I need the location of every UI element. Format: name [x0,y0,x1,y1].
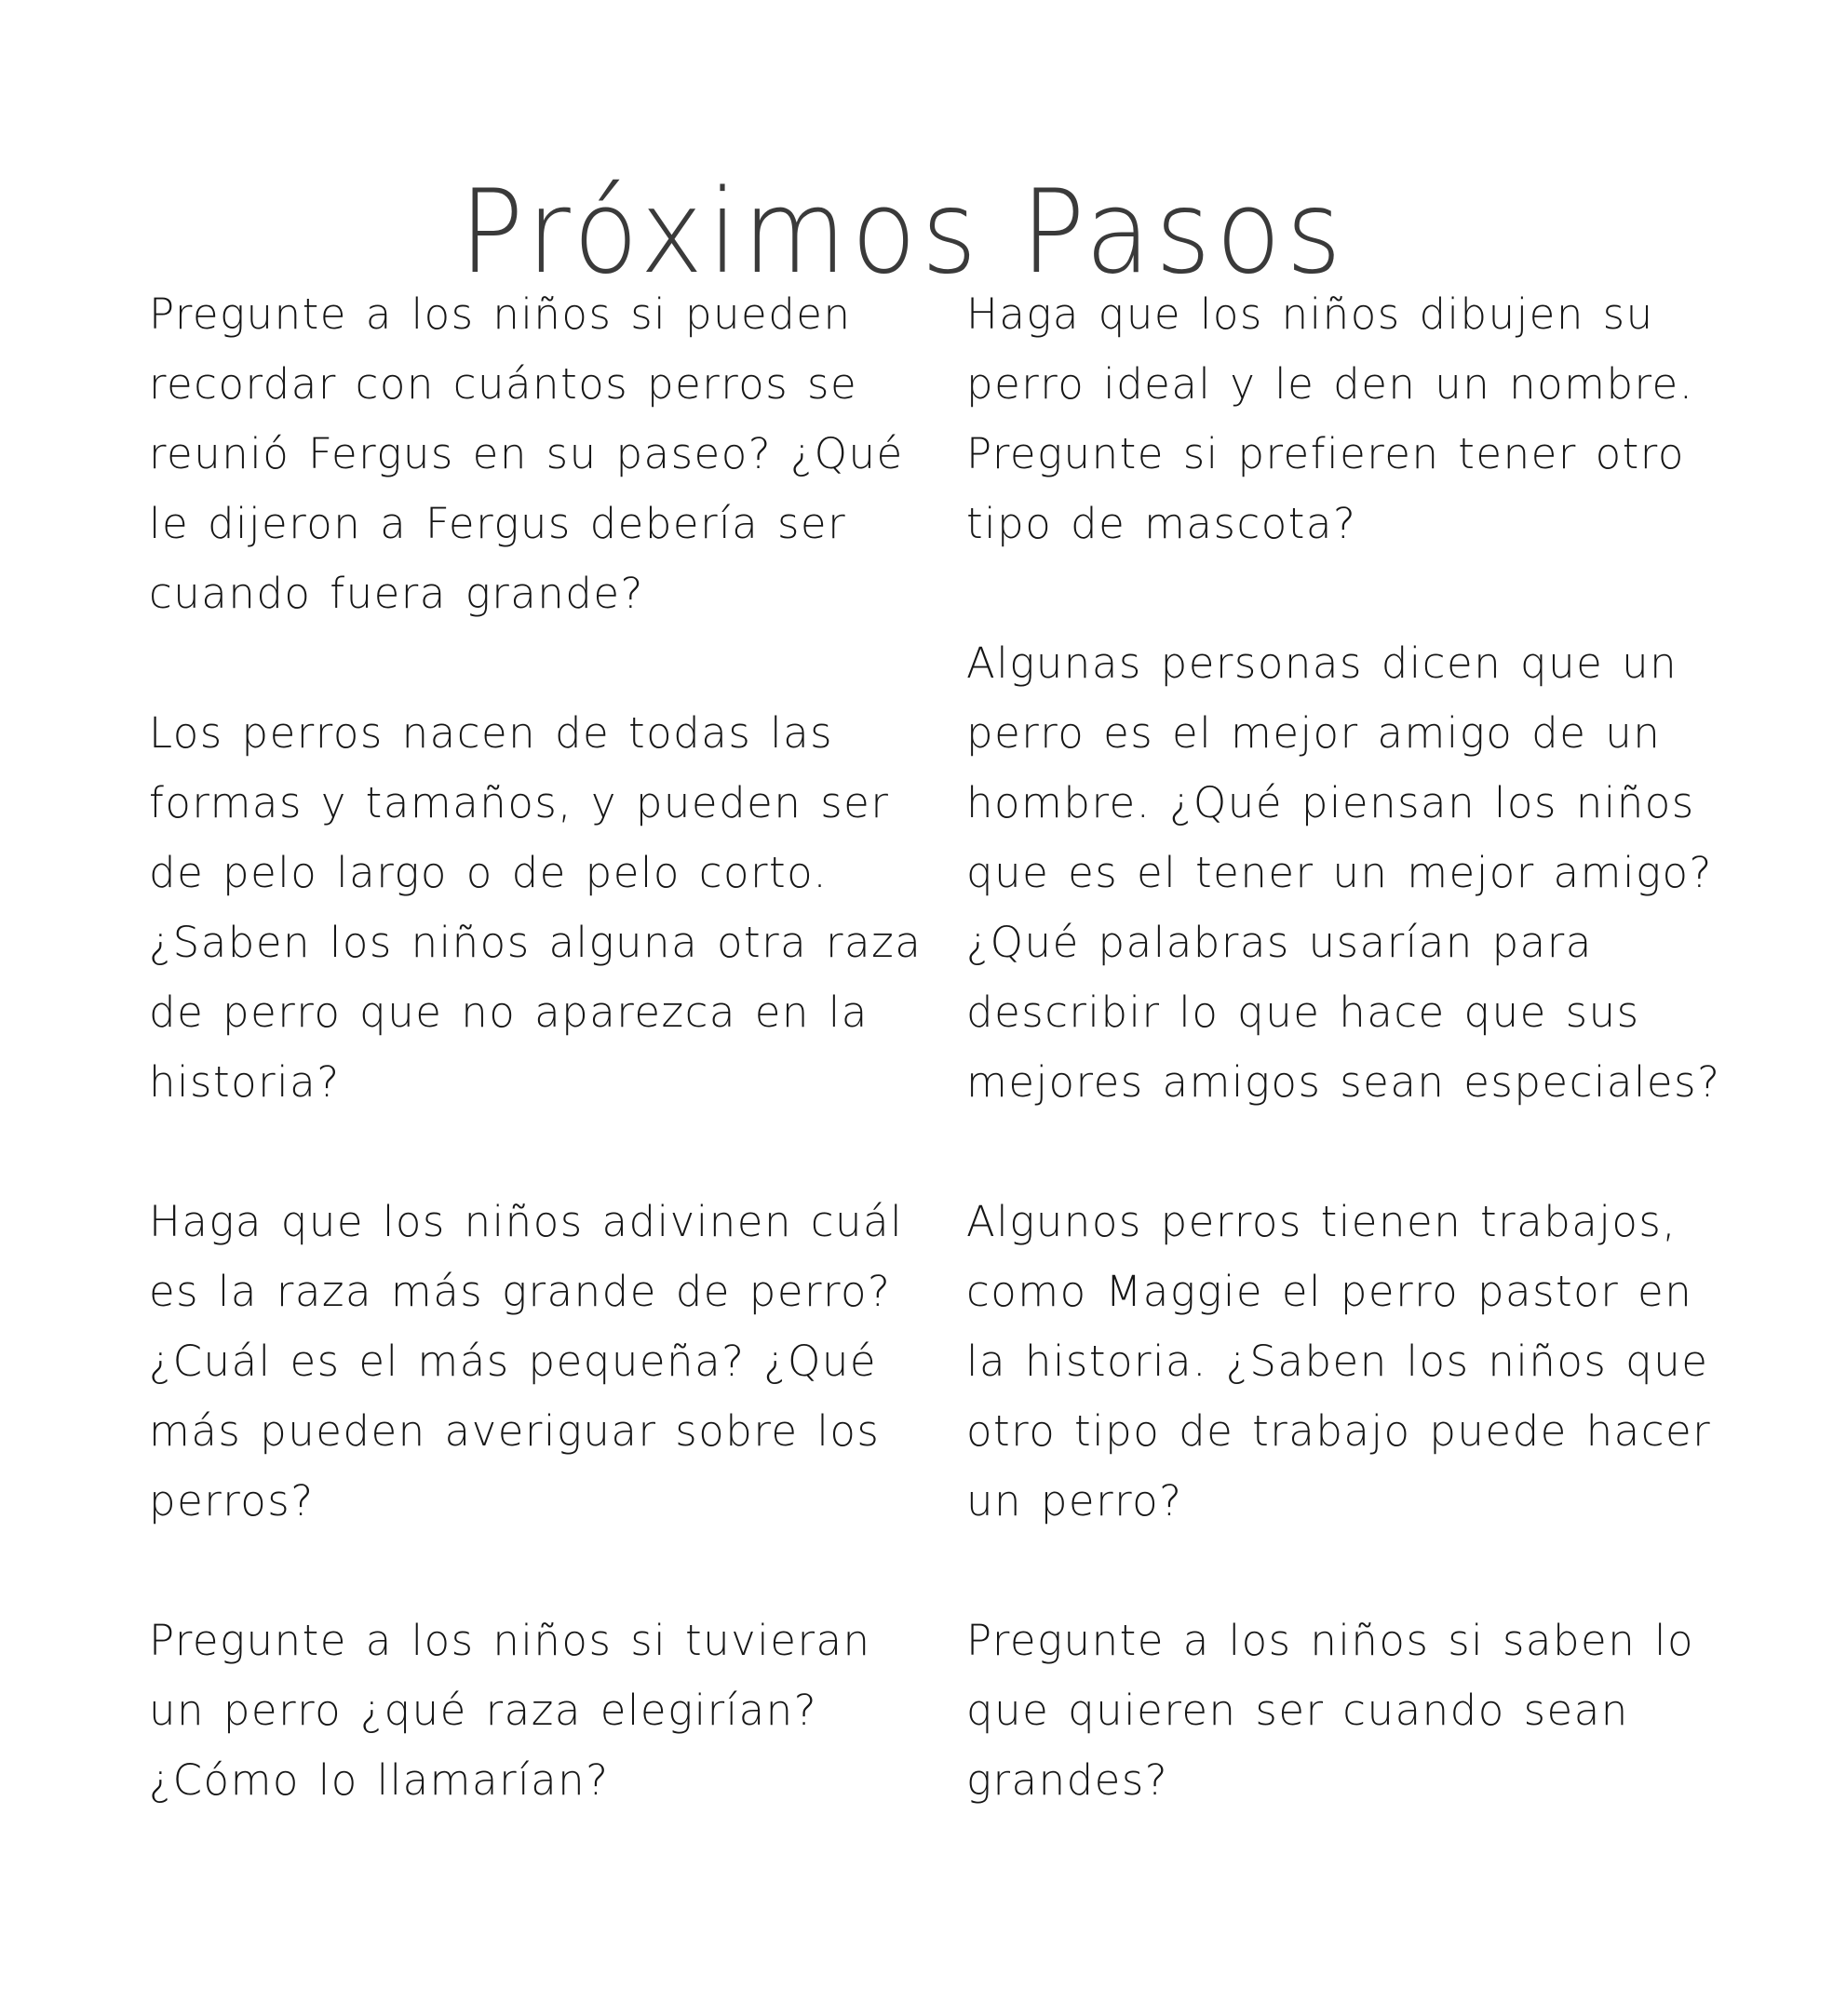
paragraph-working-dogs: Algunos perros tienen trabajos, como Maggie el perro pastor en la historia. ¿Saben los niños que otro tipo de trabajo puede hacer un perro? [966,1197,1712,1525]
paragraph-dog-breeds: Los perros nacen de todas las formas y tamaños, y pueden ser de pelo largo o de pelo corto. ¿Saben los niños alguna otra raza de perro que no aparezca en la historia? [149,708,923,1107]
paragraph-when-grown-up: Pregunte a los niños si saben lo que quieren ser cuando sean grandes? [966,1616,1695,1805]
paragraph-draw-ideal-dog: Haga que los niños dibujen su perro ideal y le den un nombre. Pregunte si prefieren tener otro tipo de mascota? [966,289,1694,548]
paragraph-biggest-breed: Haga que los niños adivinen cuál es la raza más grande de perro? ¿Cuál es el más pequeña? ¿Qué más pueden averiguar sobre los perros? [149,1197,904,1525]
paragraph-choose-breed: Pregunte a los niños si tuvieran un perro ¿qué raza elegirían? ¿Cómo lo llamarían? [149,1616,871,1805]
left-column [149,279,926,1885]
paragraph-best-friend: Algunas personas dicen que un perro es el mejor amigo de un hombre. ¿Qué piensan los niños que es el tener un mejor amigo? ¿Qué palabras usarían para describir lo que hace que sus mejores amigos sean especiales? [966,638,1721,1107]
paragraph-recall-dogs: Pregunte a los niños si pueden recordar con cuántos perros se reunió Fergus en su paseo? ¿Qué le dijeron a Fergus debería ser cuando fuera grande? [149,289,904,618]
right-column [966,279,1739,1885]
page-title: Próximos Pasos [459,166,1347,301]
